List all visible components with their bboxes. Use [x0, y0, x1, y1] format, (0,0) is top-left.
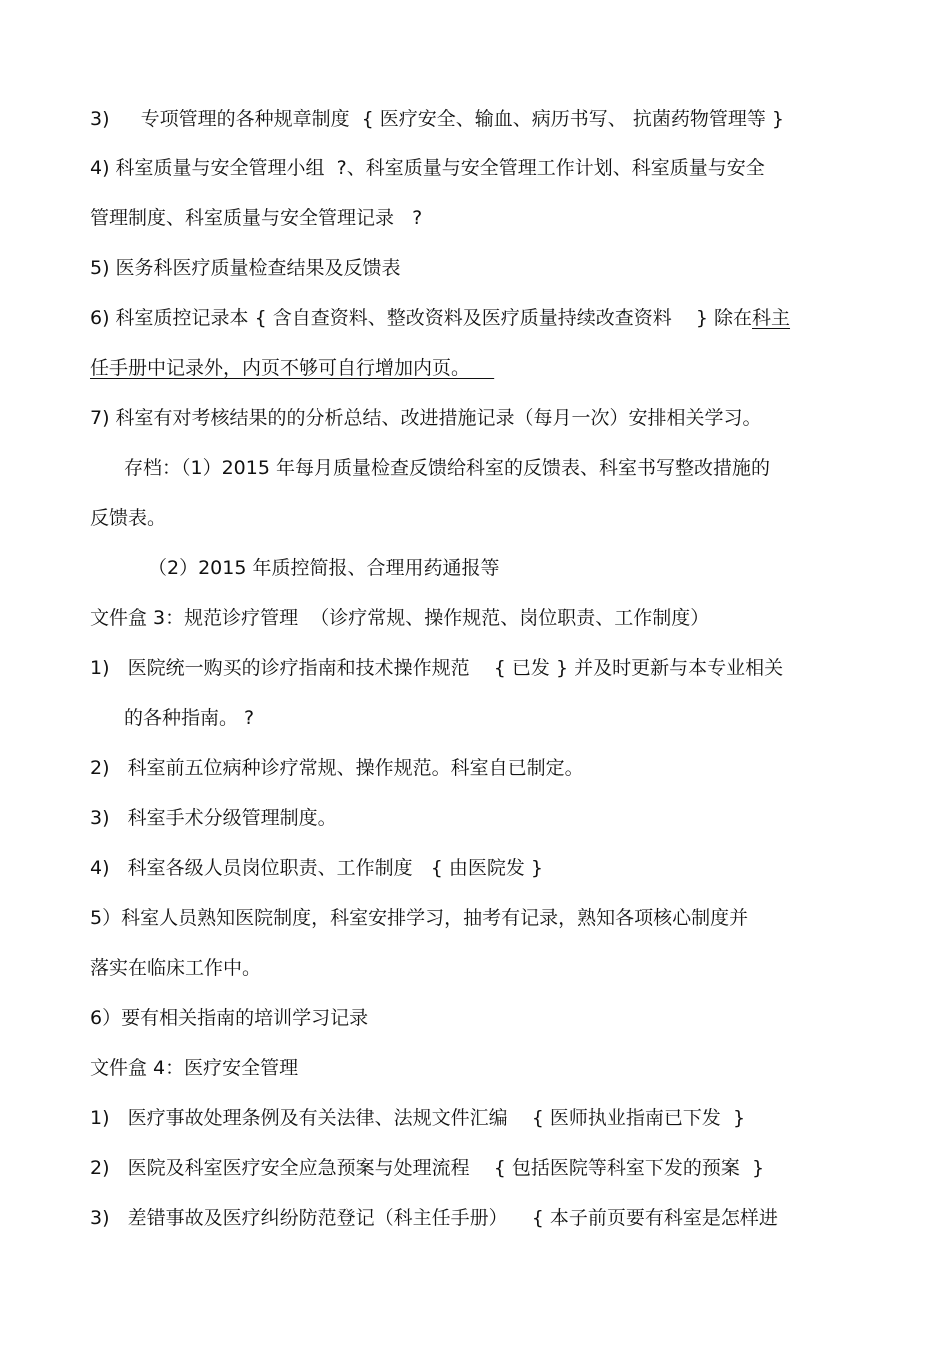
box3-item-6: 6）要有相关指南的培训学习记录	[90, 1007, 369, 1029]
text-line-5	[90, 305, 790, 331]
box4-item-1: 1) 医疗事故处理条例及有关法律、法规文件汇编 { 医师执业指南已下发 }	[90, 1107, 746, 1129]
text-line-7: 7) 科室有对考核结果的的分析总结、改进措施记录（每月一次）安排相关学习。	[90, 407, 762, 429]
text-line-2: 4) 科室质量与安全管理小组 ?、科室质量与安全管理工作计划、科室质量与安全	[90, 157, 765, 179]
box3-item-1-cont: 的各种指南。 ?	[124, 707, 255, 729]
text-line-5-main: 6) 科室质控记录本 { 含自查资料、整改资料及医疗质量持续改查资料 } 除在	[90, 307, 752, 329]
box4-item-2: 2) 医院及科室医疗安全应急预案与处理流程 { 包括医院等科室下发的预案 }	[90, 1157, 765, 1179]
text-line-3: 管理制度、科室质量与安全管理记录 ?	[90, 207, 423, 229]
box3-item-1: 1) 医院统一购买的诊疗指南和技术操作规范 { 已发 } 并及时更新与本专业相关	[90, 657, 784, 679]
box3-item-5: 5）科室人员熟知医院制度，科室安排学习，抽考有记录，熟知各项核心制度并	[90, 907, 749, 929]
text-line-4: 5) 医务科医疗质量检查结果及反馈表	[90, 257, 401, 279]
archive-line-1-cont: 反馈表。	[90, 507, 167, 529]
text-line-1: 3) 专项管理的各种规章制度 { 医疗安全、输血、病历书写、 抗菌药物管理等 }	[90, 108, 784, 130]
box3-item-4: 4) 科室各级人员岗位职责、工作制度 { 由医院发 }	[90, 857, 543, 879]
underlined-text: 科主	[752, 307, 791, 329]
box3-item-5-cont: 落实在临床工作中。	[90, 957, 262, 979]
box4-item-3: 3) 差错事故及医疗纠纷防范登记（科主任手册） { 本子前页要有科室是怎样进	[90, 1207, 778, 1229]
archive-line-1: 存档：（1）2015 年每月质量检查反馈给科室的反馈表、科室书写整改措施的	[124, 457, 770, 479]
file-box-4-heading: 文件盒 4：医疗安全管理	[90, 1057, 299, 1079]
box3-item-2: 2) 科室前五位病种诊疗常规、操作规范。科室自已制定。	[90, 757, 584, 779]
text-line-6-underlined: 任手册中记录外，内页不够可自行增加内页。	[90, 357, 495, 379]
archive-line-2: （2）2015 年质控简报、合理用药通报等	[148, 557, 500, 579]
file-box-3-heading: 文件盒 3：规范诊疗管理 （诊疗常规、操作规范、岗位职责、工作制度）	[90, 607, 710, 629]
box3-item-3: 3) 科室手术分级管理制度。	[90, 807, 337, 829]
